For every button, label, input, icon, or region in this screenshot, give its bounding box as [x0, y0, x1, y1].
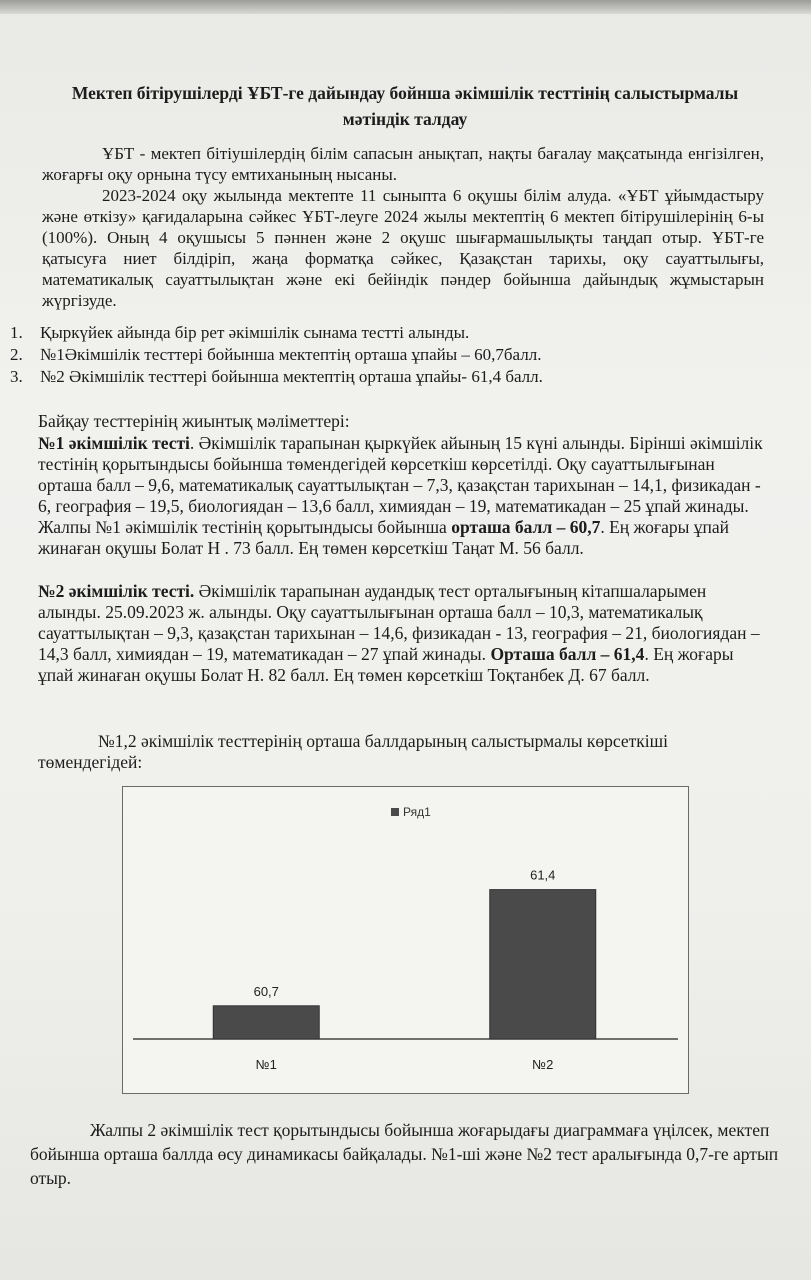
list-item-number: 1.: [10, 323, 23, 342]
test2-paragraph: [38, 581, 766, 686]
legend-label: Ряд1: [403, 805, 431, 819]
list-item: [10, 344, 770, 366]
bar-data-label: 61,4: [530, 867, 556, 883]
test2-average: Орташа балл – 61,4: [490, 644, 645, 664]
list-item-text: №1Әкімшілік тесттері бойынша мектептің орташа ұпайы – 60,7балл.: [40, 345, 542, 364]
list-item: [10, 366, 770, 388]
results-list: [10, 322, 770, 388]
bar-data-label: 60,7: [253, 983, 279, 999]
list-item-text: №2 Әкімшілік тесттері бойынша мектептің орташа ұпайы- 61,4 балл.: [40, 367, 543, 386]
page-top-edge: [0, 0, 811, 14]
chart-bar: [490, 890, 596, 1039]
list-item: [10, 322, 770, 344]
test2-heading: №2 әкімшілік тесті.: [38, 581, 195, 601]
test1-text-1: . Әкімшілік тарапынан қыркүйек айының 15 күні алынды. Бірінші әкімшілік тестінің қорытындысы бойынша төмендегідей көрсеткіш көрсетілді. Оқу сауаттылығынан орташа балл – 9,6, математикалық сауаттылықтан – 7,3, қазақстан тарихынан – 14,1, физикадан - 6, география – 19,5, биологиядан – 13,6 балл, химиядан – 19, математикадан – 25 ұпай жинады. Жалпы №1 әкімшілік тестінің қорытындысы бойынша: [38, 433, 763, 537]
category-tick-label: №2: [532, 1057, 554, 1072]
chart-bar: [213, 1006, 319, 1039]
test1-average: орташа балл – 60,7: [451, 517, 601, 537]
summary-title: Байқау тесттерінің жиынтық мәліметтері:: [38, 411, 350, 431]
test1-paragraph: [38, 433, 766, 559]
conclusion-paragraph: Жалпы 2 әкімшілік тест қорытындысы бойынша жоғарыдағы диаграммаға үңілсек, мектеп бойынша орташа баллда өсу динамикасы байқалады. №1-ші және №2 тест аралығында 0,7-ге артып отыр.: [30, 1120, 779, 1188]
document-title: Мектеп бітірушілерді ҰБТ-ге дайындау бойнша әкімшілік тесттінің салыстырмалы мәтіндік талдау: [71, 83, 739, 129]
test1-heading: №1 әкімшілік тесті: [38, 433, 190, 453]
bar-chart: [122, 786, 689, 1094]
list-item-text: Қыркүйек айында бір рет әкімшілік сынама тестті алынды.: [40, 323, 470, 342]
intro-paragraph-2: 2023-2024 оқу жылында мектепте 11 сыныпта 6 оқушы білім алуда. «ҰБТ ұйымдастыру және өткізу» қағидаларына сәйкес ҰБТ-леуге 2024 жылы мектептің 6 мектеп бітірушілерінің 6-ы (100%). Оның 4 оқушысы 5 пәннен және 2 оқушс шығармашылықты таңдап отыр. ҰБТ-ге қатысуға ниет білдіріп, жаңа форматқа сәйкес, Қазақстан тарихы, оқу сауаттылығы, математикалық сауаттылықтан және екі бейіндік пәндер бойынша дайындық жұмыстарын жүргізуде.: [42, 186, 764, 310]
list-item-number: 2.: [10, 345, 23, 364]
test2-text-2: . Ең жоғары ұпай жинаған оқушы Болат Н. 82 балл. Ең төмен көрсеткіш Тоқтанбек Д. 67 балл.: [38, 644, 734, 685]
chart-caption: №1,2 әкімшілік тесттерінің орташа баллдарының салыстырмалы көрсеткіші төмендегідей:: [38, 731, 668, 772]
intro-paragraph-1: ҰБТ - мектеп бітіушілердің білім сапасын анықтап, нақты бағалау мақсатында енгізілген, жоғарғы оқу орнына түсу емтиханының нысаны.: [42, 144, 764, 184]
category-tick-label: №1: [255, 1057, 277, 1072]
test2-text-1: Әкімшілік тарапынан аудандық тест орталығының кітапшаларымен алынды. 25.09.2023 ж. алынды. Оқу сауаттылығынан орташа балл – 10,3, математикалық сауаттылықтан – 9,3, қазақстан тарихынан – 14,6, физикадан - 13, география – 21, биологиядан – 14,3 балл, химиядан – 19, математикадан – 27 ұпай жинады.: [38, 581, 760, 664]
chart-plot-area: [123, 787, 688, 1093]
list-item-number: 3.: [10, 367, 23, 386]
test1-text-2: . Ең жоғары ұпай жинаған оқушы Болат Н . 73 балл. Ең төмен көрсеткіш Таңат М. 56 балл.: [38, 517, 729, 558]
